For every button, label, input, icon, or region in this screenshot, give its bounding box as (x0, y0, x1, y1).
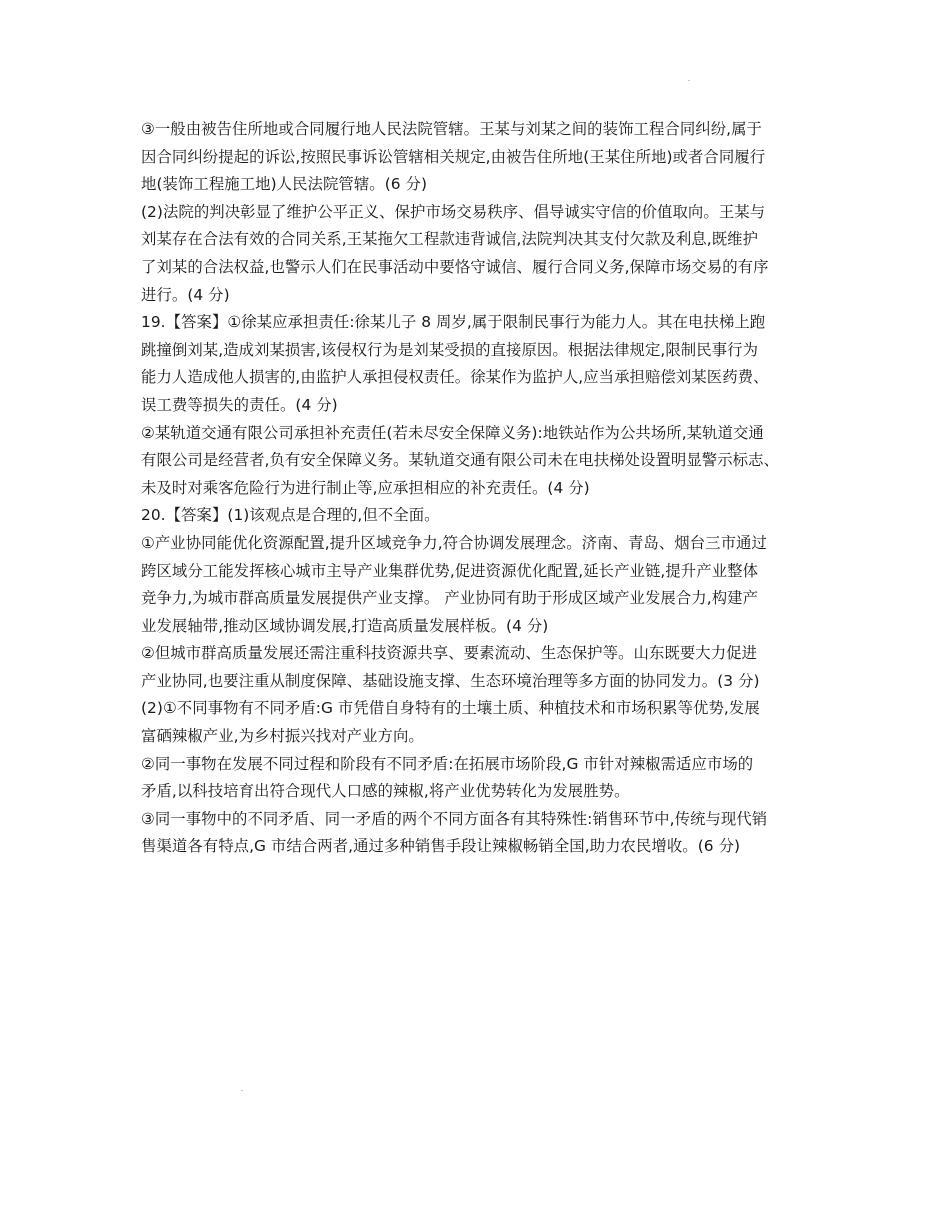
text-line: 业发展轴带,推动区域协调发展,打造高质量发展样板。(4 分) (141, 616, 549, 635)
text-line: 富硒辣椒产业,为乡村振兴找对产业方向。 (141, 727, 424, 746)
text-line: 地(装饰工程施工地)人民法院管辖。(6 分) (141, 175, 428, 194)
text-line: 跨区域分工能发挥核心城市主导产业集群优势,促进资源优化配置,延长产业链,提升产业整体 (141, 561, 759, 580)
text-line: (2)①不同事物有不同矛盾:G 市凭借自身特有的土壤土质、种植技术和市场积累等优势,发展 (141, 699, 760, 718)
text-line: 了刘某的合法权益,也警示人们在民事活动中要恪守诚信、履行合同义务,保障市场交易的有序 (141, 257, 769, 276)
text-line: 刘某存在合法有效的合同关系,王某拖欠工程款违背诚信,法院判决其支付欠款及利息,既维护 (141, 230, 759, 249)
question-20-answer-line: 20.【答案】(1)该观点是合理的,但不全面。 (141, 506, 440, 525)
answer-text-body (141, 116, 841, 861)
scan-mark-bottom (241, 1090, 243, 1091)
text-line: 能力人造成他人损害的,由监护人承担侵权责任。徐某作为监护人,应当承担赔偿刘某医药费、 (141, 368, 769, 387)
text-line: 产业协同,也要注重从制度保障、基础设施支撑、生态环境治理等多方面的协同发力。(3 分) (141, 671, 760, 690)
text-line: 竞争力,为城市群高质量发展提供产业支撑。 产业协同有助于形成区域产业发展合力,构建产 (141, 589, 759, 608)
text-line: 矛盾,以科技培育出符合现代人口感的辣椒,将产业优势转化为发展胜势。 (141, 782, 630, 801)
text-line: ③同一事物中的不同矛盾、同一矛盾的两个不同方面各有其特殊性:销售环节中,传统与现代销 (141, 809, 768, 828)
text-line: 跳撞倒刘某,造成刘某损害,该侵权行为是刘某受损的直接原因。根据法律规定,限制民事行为 (141, 340, 759, 359)
text-line: 有限公司是经营者,负有安全保障义务。某轨道交通有限公司未在电扶梯处设置明显警示标志、 (141, 451, 780, 470)
text-line: 售渠道各有特点,G 市结合两者,通过多种销售手段让辣椒畅销全国,助力农民增收。(6 分) (141, 837, 741, 856)
text-line: 进行。(4 分) (141, 285, 230, 304)
question-19-answer-line: 19.【答案】①徐某应承担责任:徐某儿子 8 周岁,属于限制民事行为能力人。其在电扶梯上跑 (141, 313, 766, 332)
text-line: ②但城市群高质量发展还需注重科技资源共享、要素流动、生态保护等。山东既要大力促进 (141, 644, 758, 663)
scan-mark-top (688, 80, 690, 81)
text-line: (2)法院的判决彰显了维护公平正义、保护市场交易秩序、倡导诚实守信的价值取向。王某与 (141, 202, 766, 221)
text-line: ②同一事物在发展不同过程和阶段有不同矛盾:在拓展市场阶段,G 市针对辣椒需适应市场的 (141, 754, 754, 773)
text-line: 因合同纠纷提起的诉讼,按照民事诉讼管辖相关规定,由被告住所地(王某住所地)或者合同履行 (141, 147, 766, 166)
text-line: 误工费等损失的责任。(4 分) (141, 395, 338, 414)
text-line: ①产业协同能优化资源配置,提升区域竞争力,符合协调发展理念。济南、青岛、烟台三市通过 (141, 533, 767, 552)
text-line: ③一般由被告住所地或合同履行地人民法院管辖。王某与刘某之间的装饰工程合同纠纷,属于 (141, 120, 762, 138)
text-line: 未及时对乘客危险行为进行制止等,应承担相应的补充责任。(4 分) (141, 478, 590, 497)
text-line: ②某轨道交通有限公司承担补充责任(若未尽安全保障义务):地铁站作为公共场所,某轨道交通 (141, 423, 764, 442)
